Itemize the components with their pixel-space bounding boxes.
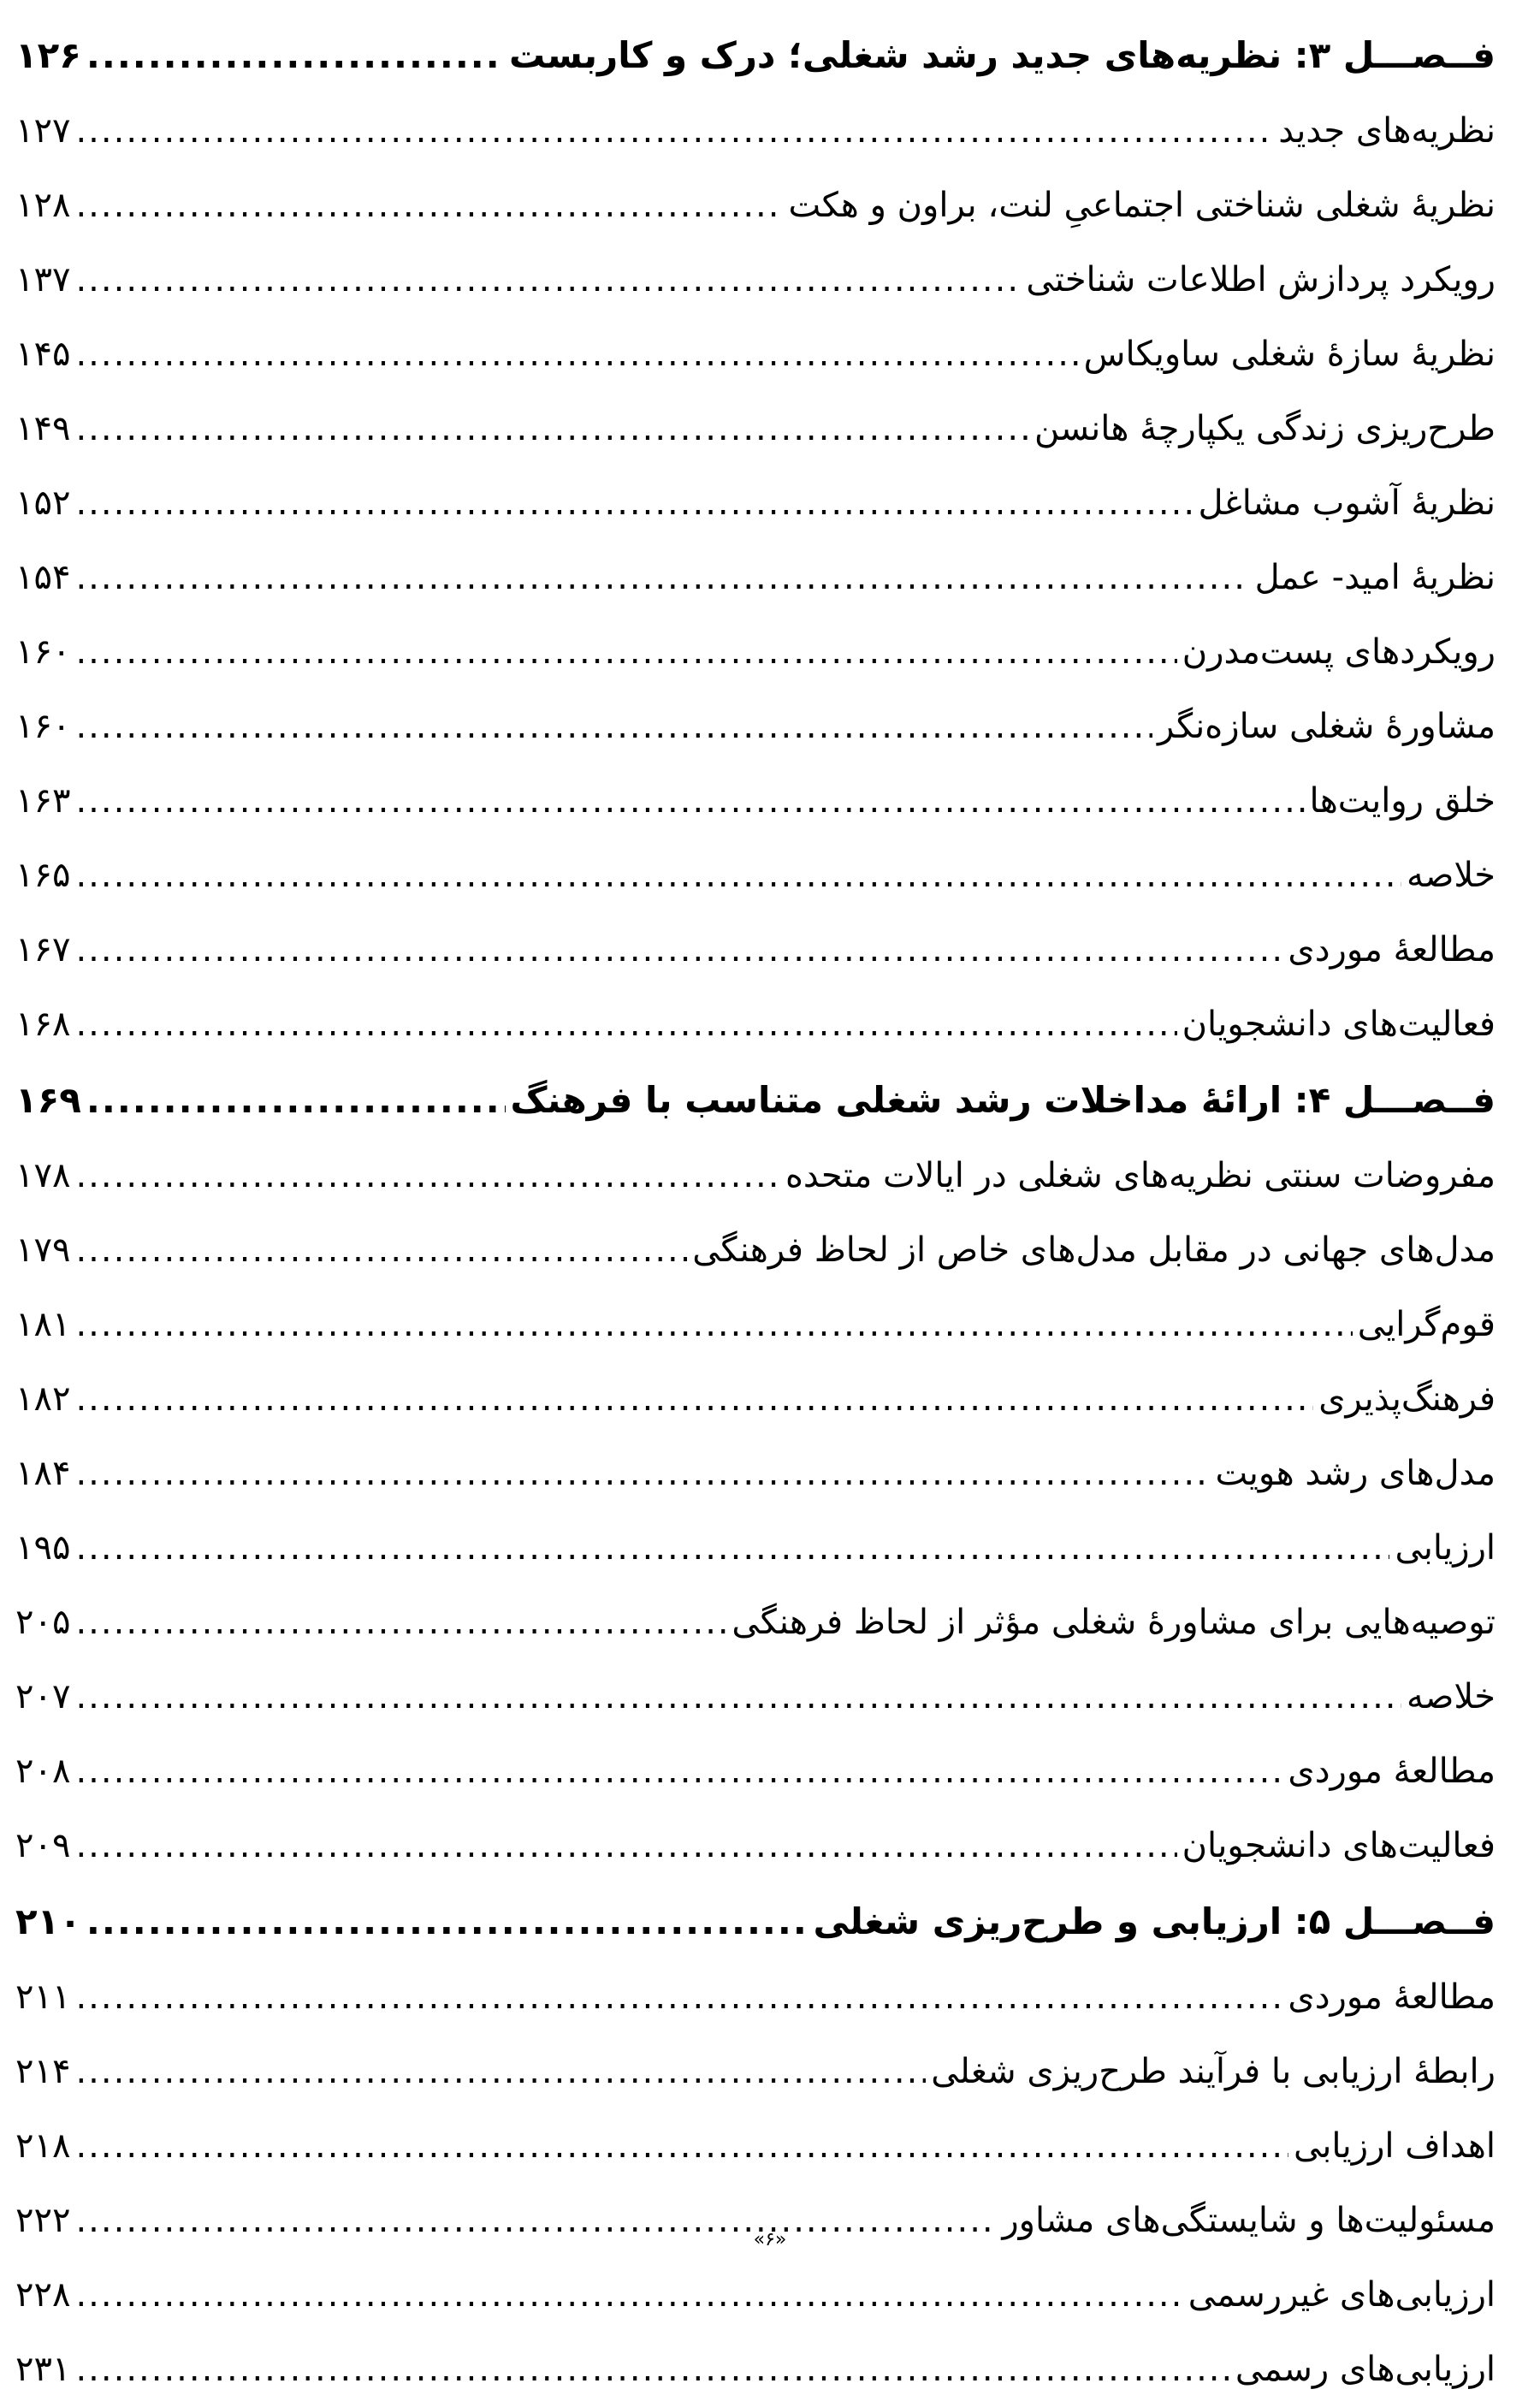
chapter-title-text: ارائهٔ مداخلات رشد شغلی متناسب با فرهنگ bbox=[510, 1079, 1282, 1121]
toc-entry-page-number: ۱۶۳ bbox=[15, 781, 71, 821]
toc-entry[interactable] bbox=[15, 1288, 1496, 1362]
toc-entry-page-number: ۲۰۸ bbox=[15, 1752, 71, 1791]
chapter-title bbox=[511, 1062, 1496, 1139]
toc-entry-page-number: ۱۶۰ bbox=[15, 632, 71, 672]
toc-entry[interactable] bbox=[15, 392, 1496, 466]
toc-entry-page-number: ۱۴۹ bbox=[15, 409, 71, 448]
toc-entry[interactable] bbox=[15, 690, 1496, 764]
dot-leader bbox=[75, 615, 1176, 690]
toc-entry-title: مشاورهٔ شغلی سازه‌نگر bbox=[1158, 707, 1496, 746]
toc-entry-title: قوم‌گرایی bbox=[1357, 1305, 1496, 1344]
toc-entry-title: مفروضات سنتی نظریه‌های شغلی در ایالات متحده bbox=[785, 1156, 1496, 1195]
dot-leader bbox=[75, 1660, 1401, 1734]
dot-leader bbox=[75, 1960, 1282, 2035]
toc-entry[interactable] bbox=[15, 1734, 1496, 1809]
toc-entry-title: رویکردهای پست‌مدرن bbox=[1182, 632, 1496, 672]
toc-entry[interactable] bbox=[15, 2333, 1496, 2407]
toc-entry[interactable] bbox=[15, 1362, 1496, 1437]
toc-entry-title: خلق روایت‌ها bbox=[1309, 781, 1496, 821]
toc-entry[interactable] bbox=[15, 2035, 1496, 2109]
dot-leader bbox=[86, 1883, 808, 1960]
toc-entry[interactable] bbox=[15, 243, 1496, 317]
dot-leader bbox=[75, 1139, 780, 1213]
toc-entry-page-number: ۱۹۵ bbox=[15, 1528, 71, 1568]
chapter-title-text: نظریه‌های جدید رشد شغلی؛ درک و کاربست bbox=[509, 34, 1282, 76]
page-number: «۶» bbox=[753, 2229, 787, 2250]
dot-leader bbox=[75, 466, 1193, 541]
chapter-number: فــصـــل ۳: bbox=[1294, 34, 1496, 76]
dot-leader bbox=[75, 1734, 1282, 1809]
toc-entry-title: رابطهٔ ارزیابی با فرآیند طرح‌ریزی شغلی bbox=[931, 2052, 1496, 2091]
toc-entry-page-number: ۱۲۸ bbox=[15, 186, 71, 225]
dot-leader bbox=[75, 2333, 1229, 2407]
dot-leader bbox=[75, 839, 1401, 913]
dot-leader bbox=[75, 690, 1152, 764]
toc-entry-page-number: ۱۶۷ bbox=[15, 930, 71, 969]
chapter-heading[interactable] bbox=[15, 17, 1496, 94]
toc-entry[interactable] bbox=[15, 169, 1496, 243]
toc-entry[interactable] bbox=[15, 615, 1496, 690]
toc-entry[interactable] bbox=[15, 987, 1496, 1062]
toc-entry[interactable] bbox=[15, 1437, 1496, 1511]
dot-leader bbox=[86, 17, 504, 94]
toc-entry-page-number: ۲۱۱ bbox=[15, 1977, 71, 2017]
toc-entry[interactable] bbox=[15, 764, 1496, 839]
toc-entry-title: نظریهٔ آشوب مشاغل bbox=[1198, 483, 1496, 523]
toc-entry-title: فعالیت‌های دانشجویان bbox=[1182, 1826, 1496, 1865]
toc-entry-title: فعالیت‌های دانشجویان bbox=[1182, 1005, 1496, 1044]
chapter-title bbox=[509, 17, 1496, 94]
dot-leader bbox=[75, 913, 1282, 987]
dot-leader bbox=[75, 94, 1273, 169]
toc-entry-page-number: ۲۰۹ bbox=[15, 1826, 71, 1865]
toc-entry[interactable] bbox=[15, 1213, 1496, 1288]
chapter-number: فــصـــل ۴: bbox=[1294, 1079, 1496, 1121]
toc-entry-page-number: ۱۶۵ bbox=[15, 856, 71, 895]
toc-entry[interactable] bbox=[15, 1586, 1496, 1660]
dot-leader bbox=[75, 1809, 1176, 1883]
toc-entry[interactable] bbox=[15, 1660, 1496, 1734]
dot-leader bbox=[75, 541, 1249, 615]
toc-entry-page-number: ۱۶۸ bbox=[15, 1005, 71, 1044]
chapter-page-number: ۱۶۹ bbox=[15, 1079, 81, 1121]
toc-entry[interactable] bbox=[15, 94, 1496, 169]
toc-entry-page-number: ۱۲۷ bbox=[15, 111, 71, 151]
toc-entry[interactable] bbox=[15, 2258, 1496, 2333]
dot-leader bbox=[75, 243, 1021, 317]
toc-entry-title: مطالعهٔ موردی bbox=[1288, 930, 1496, 969]
chapter-heading[interactable] bbox=[15, 1883, 1496, 1960]
dot-leader bbox=[75, 1288, 1352, 1362]
dot-leader bbox=[75, 2109, 1288, 2184]
toc-entry-title: مدل‌های رشد هویت bbox=[1215, 1454, 1496, 1493]
dot-leader bbox=[75, 1213, 687, 1288]
toc-entry-page-number: ۱۸۴ bbox=[15, 1454, 71, 1493]
toc-entry-title: رویکرد پردازش اطلاعات شناختی bbox=[1026, 260, 1496, 299]
toc-entry-page-number: ۲۳۱ bbox=[15, 2350, 71, 2389]
toc-entry[interactable] bbox=[15, 541, 1496, 615]
toc-entry[interactable] bbox=[15, 1511, 1496, 1586]
toc-entry-page-number: ۱۵۲ bbox=[15, 483, 71, 523]
toc-entry[interactable] bbox=[15, 1809, 1496, 1883]
toc-entry-title: نظریهٔ شغلی شناختی اجتماعیِ لنت، براون و هکت bbox=[788, 186, 1496, 225]
toc-entry-page-number: ۱۷۹ bbox=[15, 1230, 71, 1270]
toc-entry-page-number: ۱۸۱ bbox=[15, 1305, 71, 1344]
toc-entry-title: مسئولیت‌ها و شایستگی‌های مشاور bbox=[1002, 2201, 1496, 2240]
toc-entry-page-number: ۲۱۸ bbox=[15, 2126, 71, 2166]
toc-entry-title: اهداف ارزیابی bbox=[1293, 2126, 1496, 2166]
dot-leader bbox=[75, 2035, 926, 2109]
toc-entry-title: فرهنگ‌پذیری bbox=[1318, 1379, 1496, 1419]
toc-entry-page-number: ۱۳۷ bbox=[15, 260, 71, 299]
chapter-title-text: ارزیابی و طرح‌ریزی شغلی bbox=[813, 1900, 1282, 1942]
toc-entry-page-number: ۱۸۲ bbox=[15, 1379, 71, 1419]
toc-entry-title: طرح‌ریزی زندگی یکپارچهٔ هانسن bbox=[1034, 409, 1496, 448]
toc-entry-page-number: ۲۲۲ bbox=[15, 2201, 71, 2240]
toc-entry-title: توصیه‌هایی برای مشاورهٔ شغلی مؤثر از لحاظ فرهنگی bbox=[732, 1603, 1496, 1642]
dot-leader bbox=[75, 317, 1078, 392]
toc-entry[interactable] bbox=[15, 466, 1496, 541]
toc-entry-title: خلاصه bbox=[1406, 1677, 1496, 1716]
toc-entry-title: نظریه‌های جدید bbox=[1278, 111, 1496, 151]
toc-entry[interactable] bbox=[15, 839, 1496, 913]
dot-leader bbox=[75, 764, 1304, 839]
toc-entry-title: مدل‌های جهانی در مقابل مدل‌های خاص از لحاظ فرهنگی bbox=[692, 1230, 1496, 1270]
toc-entry-page-number: ۲۲۸ bbox=[15, 2275, 71, 2315]
toc-entry-title: نظریهٔ سازهٔ شغلی ساویکاس bbox=[1083, 335, 1496, 374]
toc-entry[interactable] bbox=[15, 1139, 1496, 1213]
toc-entry-title: مطالعهٔ موردی bbox=[1288, 1752, 1496, 1791]
table-of-contents bbox=[15, 17, 1496, 2407]
toc-entry[interactable] bbox=[15, 317, 1496, 392]
toc-entry-title: ارزیابی‌های غیررسمی bbox=[1188, 2275, 1496, 2315]
toc-entry-page-number: ۲۰۵ bbox=[15, 1603, 71, 1642]
toc-entry[interactable] bbox=[15, 2109, 1496, 2184]
toc-entry-title: ارزیابی‌های رسمی bbox=[1235, 2350, 1496, 2389]
toc-entry-page-number: ۲۱۴ bbox=[15, 2052, 71, 2091]
chapter-number: فــصـــل ۵: bbox=[1294, 1900, 1496, 1942]
dot-leader bbox=[75, 2258, 1182, 2333]
toc-entry-page-number: ۱۴۵ bbox=[15, 335, 71, 374]
chapter-heading[interactable] bbox=[15, 1062, 1496, 1139]
dot-leader bbox=[75, 1437, 1210, 1511]
toc-entry-title: مطالعهٔ موردی bbox=[1288, 1977, 1496, 2017]
toc-entry[interactable] bbox=[15, 913, 1496, 987]
toc-entry-page-number: ۱۶۰ bbox=[15, 707, 71, 746]
dot-leader bbox=[75, 1586, 726, 1660]
toc-entry-title: ارزیابی bbox=[1395, 1528, 1496, 1568]
toc-entry-page-number: ۱۷۸ bbox=[15, 1156, 71, 1195]
toc-entry-title: خلاصه bbox=[1406, 856, 1496, 895]
chapter-title bbox=[813, 1883, 1496, 1960]
dot-leader bbox=[75, 1511, 1389, 1586]
dot-leader bbox=[75, 987, 1176, 1062]
dot-leader bbox=[75, 169, 783, 243]
toc-entry-page-number: ۲۰۷ bbox=[15, 1677, 71, 1716]
toc-entry-page-number: ۱۵۴ bbox=[15, 558, 71, 597]
chapter-page-number: ۱۲۶ bbox=[15, 34, 81, 76]
dot-leader bbox=[75, 392, 1029, 466]
chapter-page-number: ۲۱۰ bbox=[15, 1900, 81, 1942]
dot-leader bbox=[86, 1062, 506, 1139]
dot-leader bbox=[75, 1362, 1313, 1437]
toc-entry[interactable] bbox=[15, 1960, 1496, 2035]
toc-entry-title: نظریهٔ امید- عمل bbox=[1254, 558, 1496, 597]
